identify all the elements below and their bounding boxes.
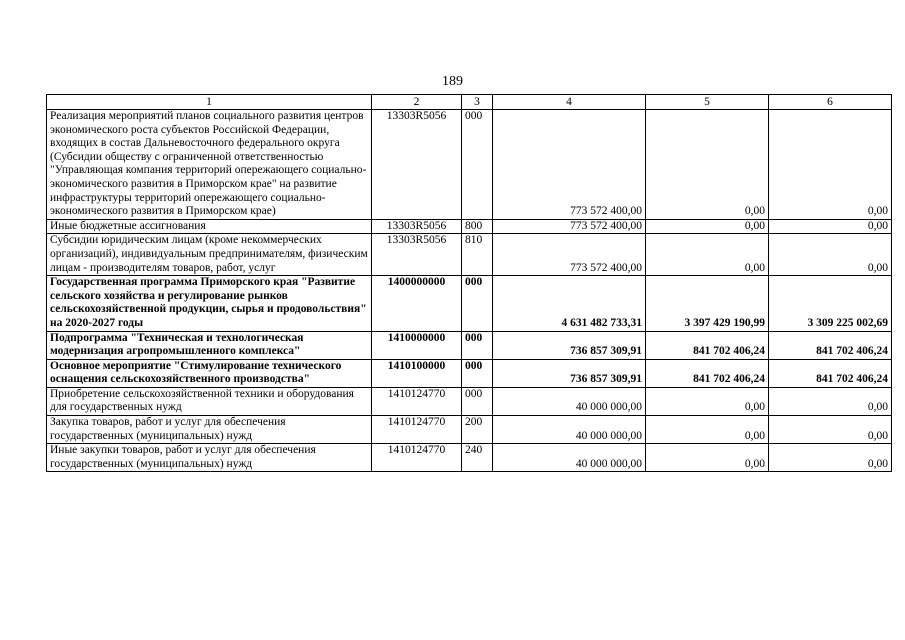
table-row <box>47 416 892 444</box>
row-value-col5-cell: 0,00 <box>646 110 769 220</box>
row-value-col6-cell: 0,00 <box>769 110 892 220</box>
row-name-cell: Закупка товаров, работ и услуг для обеспечения государственных (муниципальных) нужд <box>47 416 372 444</box>
row-value-col6-cell: 0,00 <box>769 219 892 234</box>
row-value-col6-cell: 841 702 406,24 <box>769 331 892 359</box>
page-number: 189 <box>442 74 463 89</box>
row-value-col4-cell: 4 631 482 733,31 <box>493 276 646 331</box>
row-value-col6-cell: 0,00 <box>769 444 892 472</box>
row-expense-type-cell: 810 <box>462 234 493 276</box>
row-code-cell: 1410124770 <box>372 444 462 472</box>
column-header: 1 <box>47 95 372 110</box>
row-code-cell: 13303R5056 <box>372 219 462 234</box>
column-header: 6 <box>769 95 892 110</box>
row-value-col4-cell: 736 857 309,91 <box>493 331 646 359</box>
row-value-col4-cell: 736 857 309,91 <box>493 359 646 387</box>
column-header-row <box>47 95 892 110</box>
table-row <box>47 219 892 234</box>
row-code-cell: 1410100000 <box>372 359 462 387</box>
row-name-cell: Государственная программа Приморского края "Развитие сельского хозяйства и регулирование рынков сельскохозяйственной продукции, сырья и продовольствия" на 2020-2027 годы <box>47 276 372 331</box>
row-name-cell: Иные бюджетные ассигнования <box>47 219 372 234</box>
row-value-col6-cell: 841 702 406,24 <box>769 359 892 387</box>
row-expense-type-cell: 000 <box>462 359 493 387</box>
row-code-cell: 13303R5056 <box>372 234 462 276</box>
row-name-cell: Приобретение сельскохозяйственной техники и оборудования для государственных нужд <box>47 387 372 415</box>
row-code-cell: 1410124770 <box>372 387 462 415</box>
row-value-col5-cell: 0,00 <box>646 234 769 276</box>
row-value-col5-cell: 841 702 406,24 <box>646 331 769 359</box>
row-value-col5-cell: 0,00 <box>646 444 769 472</box>
row-value-col4-cell: 40 000 000,00 <box>493 387 646 415</box>
row-code-cell: 1410000000 <box>372 331 462 359</box>
row-value-col4-cell: 773 572 400,00 <box>493 219 646 234</box>
row-value-col4-cell: 40 000 000,00 <box>493 416 646 444</box>
row-name-cell: Подпрограмма "Техническая и технологическая модернизация агропромышленного комплекса" <box>47 331 372 359</box>
row-expense-type-cell: 000 <box>462 276 493 331</box>
row-value-col5-cell: 0,00 <box>646 387 769 415</box>
row-expense-type-cell: 000 <box>462 387 493 415</box>
row-code-cell: 1400000000 <box>372 276 462 331</box>
row-value-col4-cell: 40 000 000,00 <box>493 444 646 472</box>
row-value-col4-cell: 773 572 400,00 <box>493 110 646 220</box>
row-value-col5-cell: 0,00 <box>646 219 769 234</box>
row-expense-type-cell: 000 <box>462 110 493 220</box>
column-header: 2 <box>372 95 462 110</box>
table-row <box>47 444 892 472</box>
row-name-cell: Иные закупки товаров, работ и услуг для обеспечения государственных (муниципальных) нужд <box>47 444 372 472</box>
table-row <box>47 359 892 387</box>
row-name-cell: Основное мероприятие "Стимулирование технического оснащения сельскохозяйственного производства" <box>47 359 372 387</box>
table-row <box>47 110 892 220</box>
row-expense-type-cell: 200 <box>462 416 493 444</box>
row-code-cell: 1410124770 <box>372 416 462 444</box>
row-code-cell: 13303R5056 <box>372 110 462 220</box>
row-value-col4-cell: 773 572 400,00 <box>493 234 646 276</box>
row-name-cell: Реализация мероприятий планов социального развития центров экономического роста субъектов Российской Федерации, входящих в состав Дальневосточного федерального округа (Субсидии обществу с ограниченной ответственностью "Управляющая компания территорий опережающего социально-экономического развития в Приморском крае" на развитие инфраструктуры территорий опережающего социально-экономического развития в Приморском крае) <box>47 110 372 220</box>
column-header: 4 <box>493 95 646 110</box>
row-expense-type-cell: 240 <box>462 444 493 472</box>
row-value-col6-cell: 3 309 225 002,69 <box>769 276 892 331</box>
row-expense-type-cell: 800 <box>462 219 493 234</box>
table-row <box>47 276 892 331</box>
column-header: 3 <box>462 95 493 110</box>
row-value-col5-cell: 0,00 <box>646 416 769 444</box>
row-value-col5-cell: 841 702 406,24 <box>646 359 769 387</box>
table-row <box>47 234 892 276</box>
row-name-cell: Субсидии юридическим лицам (кроме некоммерческих организаций), индивидуальным предпринимателям, физическим лицам - производителям товаров, работ, услуг <box>47 234 372 276</box>
row-value-col6-cell: 0,00 <box>769 387 892 415</box>
table-row <box>47 331 892 359</box>
row-value-col6-cell: 0,00 <box>769 234 892 276</box>
table-row <box>47 387 892 415</box>
column-header: 5 <box>646 95 769 110</box>
row-value-col5-cell: 3 397 429 190,99 <box>646 276 769 331</box>
budget-table <box>46 94 892 472</box>
row-expense-type-cell: 000 <box>462 331 493 359</box>
row-value-col6-cell: 0,00 <box>769 416 892 444</box>
